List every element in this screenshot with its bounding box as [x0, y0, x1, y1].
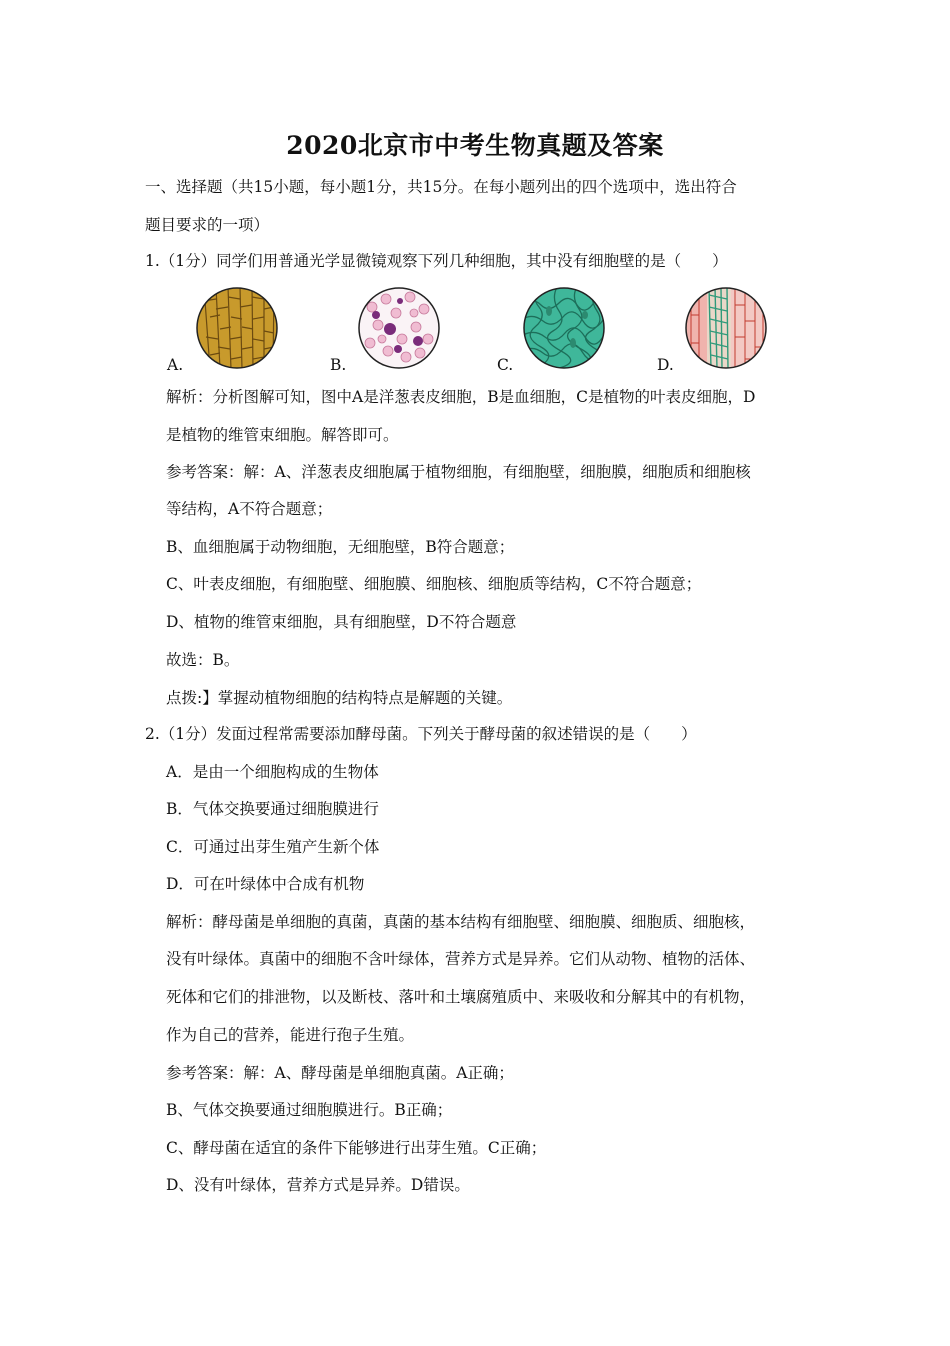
- q1-answer-line: B、血细胞属于动物细胞，无细胞壁，B符合题意；: [166, 538, 515, 556]
- section-heading: 一、选择题（共15小题，每小题1分，共15分。在每小题列出的四个选项中，选出符合: [145, 178, 737, 196]
- q1-analysis: 解析：分析图解可知，图中A是洋葱表皮细胞，B是血细胞，C是植物的叶表皮细胞，D: [166, 388, 756, 406]
- q1-option-b-letter: B.: [330, 356, 347, 374]
- q1-stem: 1.（1分）同学们用普通光学显微镜观察下列几种细胞，其中没有细胞壁的是（ ）: [145, 252, 728, 270]
- q1-option-d-letter: D.: [657, 356, 674, 374]
- q2-option-a: A．是由一个细胞构成的生物体: [166, 763, 379, 781]
- q1-choice: 故选：B。: [166, 651, 240, 669]
- q2-analysis-line: 没有叶绿体。真菌中的细胞不含叶绿体，营养方式是异养。它们从动物、植物的活体、: [166, 950, 756, 968]
- q1-analysis-cont: 是植物的维管束细胞。解答即可。: [166, 426, 399, 444]
- q2-analysis-line: 作为自己的营养，能进行孢子生殖。: [166, 1026, 415, 1044]
- q2-answer-line: C、酵母菌在适宜的条件下能够进行出芽生殖。C正确；: [166, 1139, 547, 1157]
- blood-cells-micrograph: [358, 287, 440, 369]
- section-heading-cont: 题目要求的一项）: [145, 216, 270, 234]
- vascular-bundle-micrograph: [685, 287, 767, 369]
- q2-answer-line: D、没有叶绿体，营养方式是异养。D错误。: [166, 1176, 470, 1194]
- leaf-epidermis-micrograph: [523, 287, 605, 369]
- q2-option-c: C．可通过出芽生殖产生新个体: [166, 838, 380, 856]
- q1-tip: 点拨:】掌握动植物细胞的结构特点是解题的关键。: [166, 689, 513, 707]
- q2-answer-line: B、气体交换要通过细胞膜进行。B正确；: [166, 1101, 453, 1119]
- q2-answer-line: 参考答案：解：A、酵母菌是单细胞真菌。A正确；: [166, 1064, 514, 1082]
- onion-epidermis-micrograph: [196, 287, 278, 369]
- q1-option-c-letter: C.: [497, 356, 514, 374]
- q2-analysis-line: 解析：酵母菌是单细胞的真菌，真菌的基本结构有细胞壁、细胞膜、细胞质、细胞核，: [166, 913, 756, 931]
- q2-option-b: B．气体交换要通过细胞膜进行: [166, 800, 379, 818]
- q2-analysis-line: 死体和它们的排泄物，以及断枝、落叶和土壤腐殖质中、来吸收和分解其中的有机物，: [166, 988, 756, 1006]
- page-title: 2020北京市中考生物真题及答案: [286, 131, 664, 160]
- q2-option-d: D．可在叶绿体中合成有机物: [166, 875, 365, 893]
- q1-answer-line: 等结构，A不符合题意；: [166, 500, 333, 518]
- q1-answer-line: C、叶表皮细胞，有细胞壁、细胞膜、细胞核、细胞质等结构，C不符合题意；: [166, 575, 702, 593]
- q2-stem: 2.（1分）发面过程常需要添加酵母菌。下列关于酵母菌的叙述错误的是（ ）: [145, 725, 697, 743]
- q1-answer-line: D、植物的维管束细胞，具有细胞壁，D不符合题意: [166, 613, 517, 631]
- q1-answer-line: 参考答案：解：A、洋葱表皮细胞属于植物细胞，有细胞壁，细胞膜，细胞质和细胞核: [166, 463, 751, 481]
- q1-option-a-letter: A.: [167, 356, 184, 374]
